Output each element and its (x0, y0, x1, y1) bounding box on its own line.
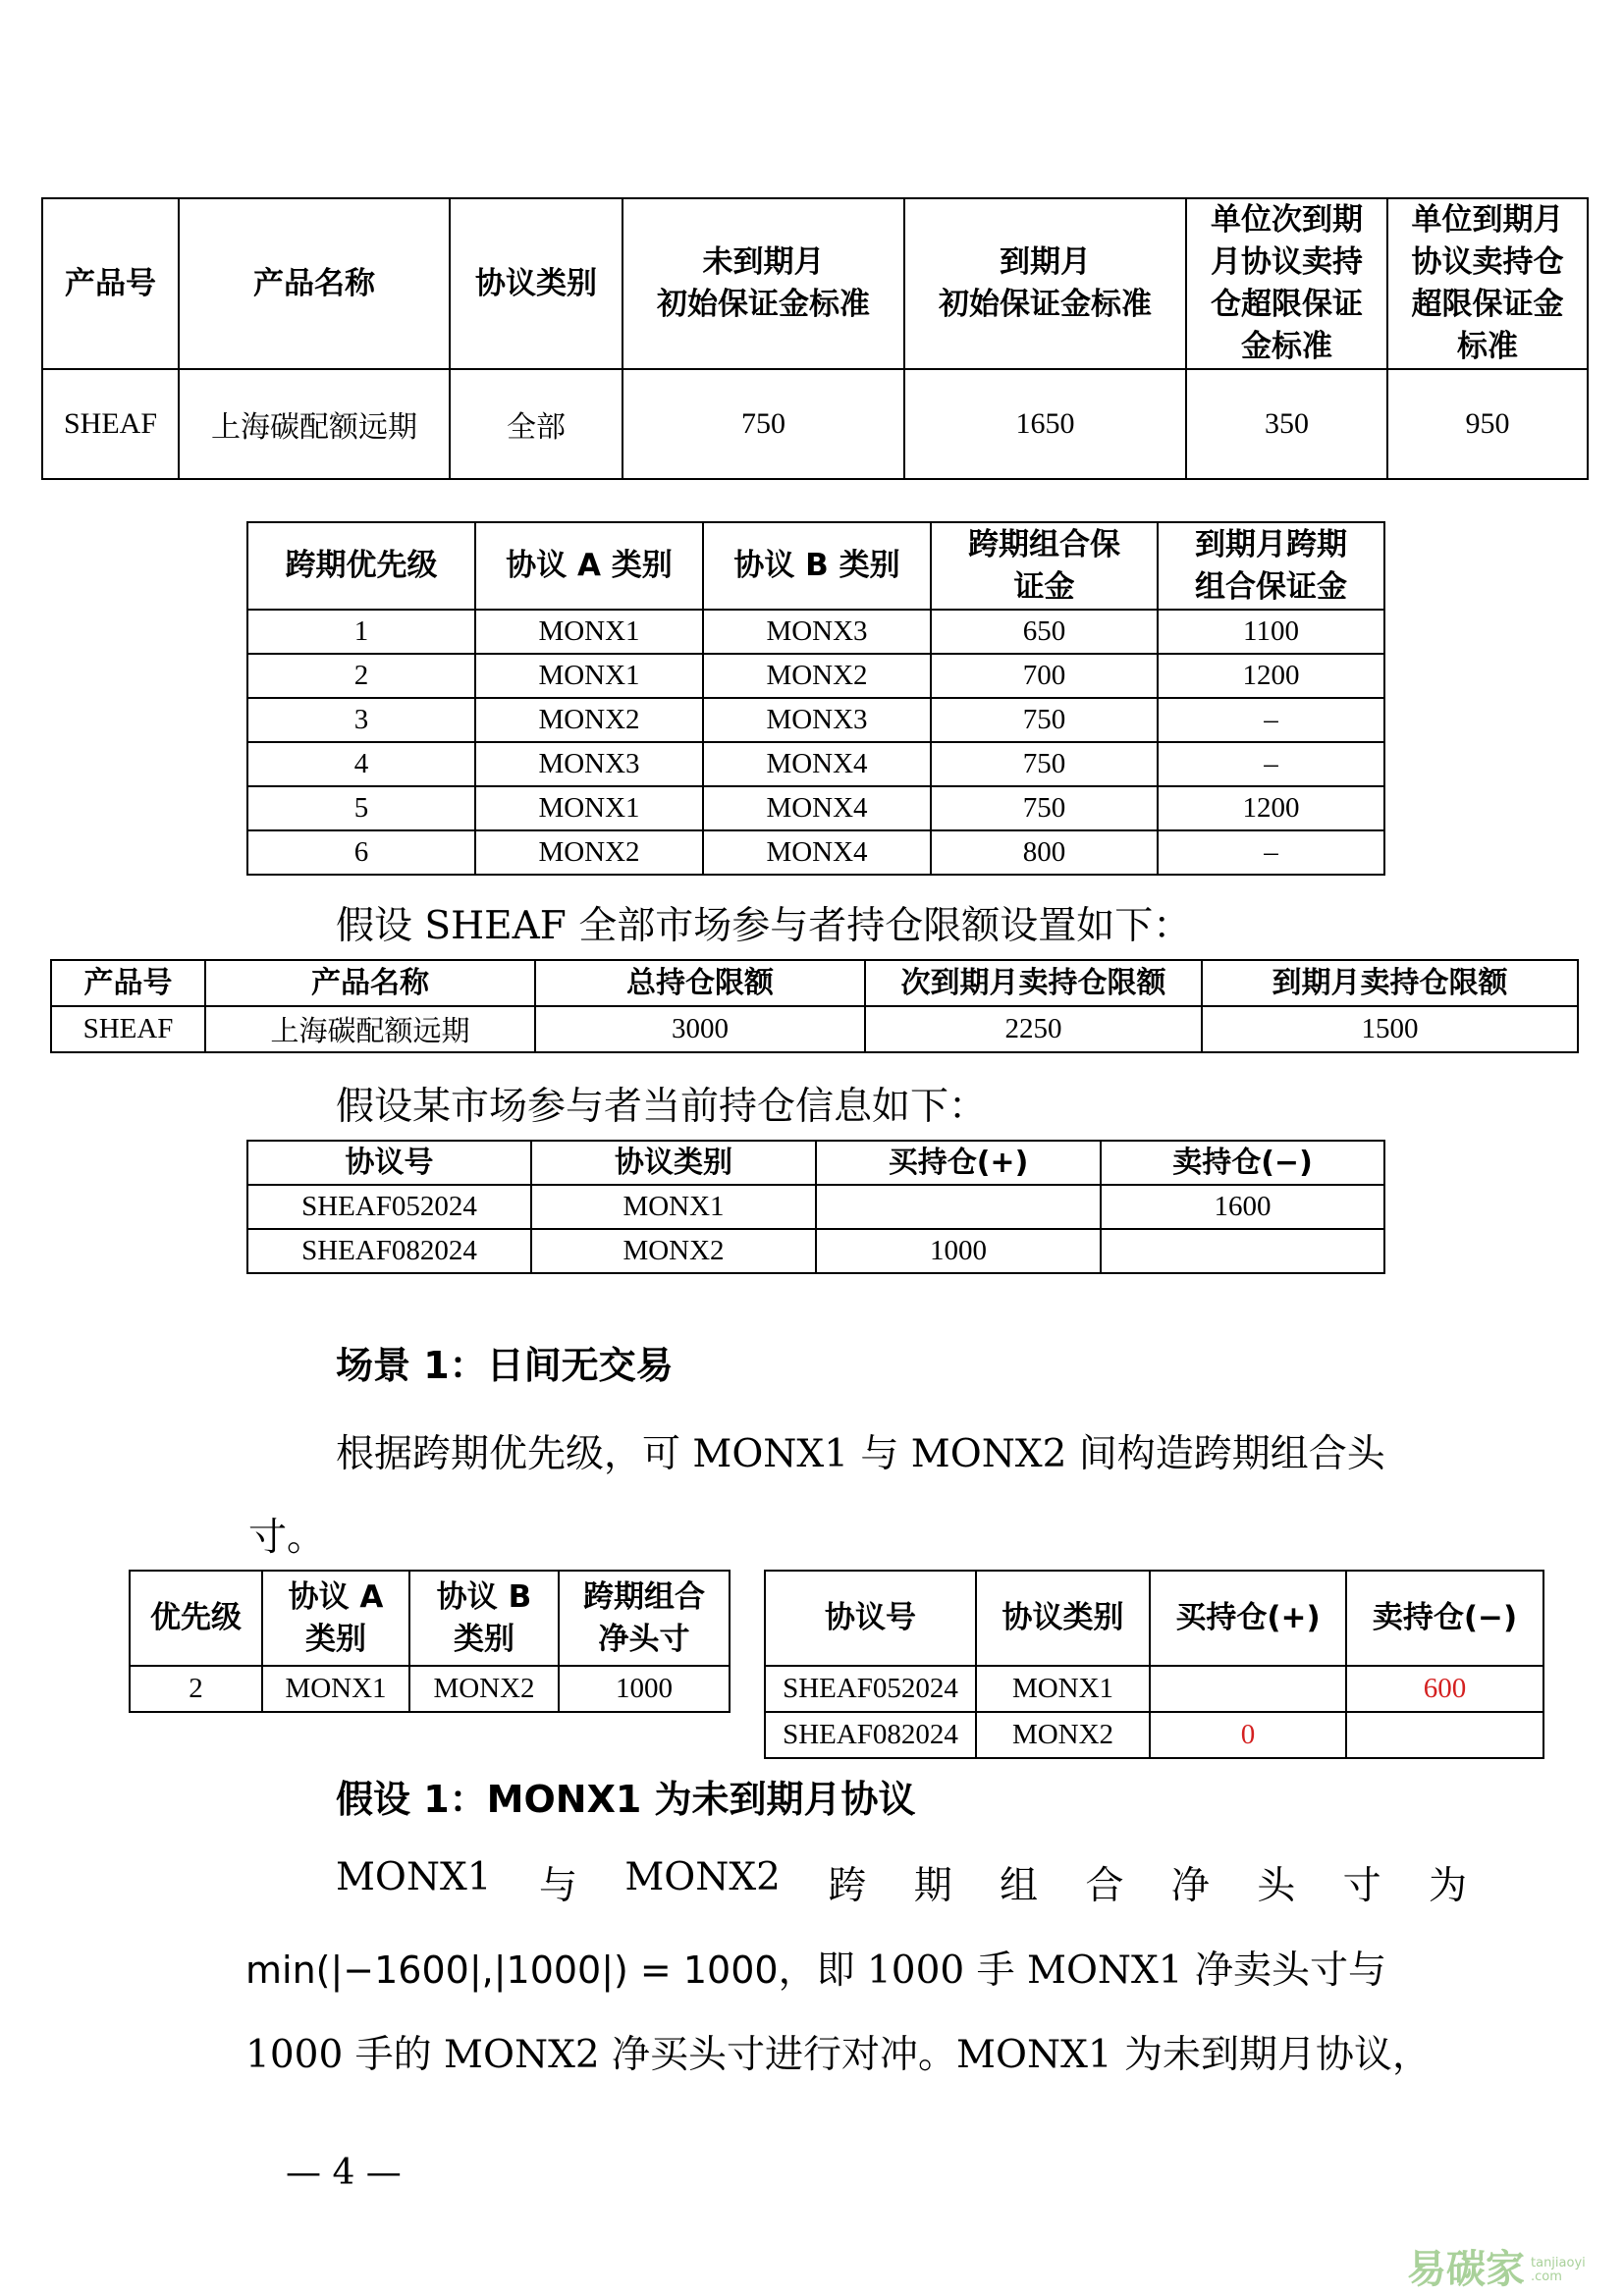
table-cell: – (1158, 742, 1384, 786)
table-row (130, 1666, 730, 1712)
header-cell: 协议 A 类别 (262, 1571, 409, 1666)
table-cell: MONX2 (531, 1229, 816, 1273)
highlighted-cell: 600 (1346, 1666, 1543, 1712)
header-cell: 单位次到期 月协议卖持 仓超限保证 金标准 (1186, 198, 1387, 369)
table-cell: – (1158, 698, 1384, 742)
table-cell: 350 (1186, 369, 1387, 479)
assumption-line (336, 1855, 1467, 1910)
table-cell: 1650 (904, 369, 1186, 479)
margin-standards-table (41, 197, 1589, 480)
formula-followup: ，即 1000 手 MONX1 净卖头寸与 (778, 1949, 1387, 1993)
table-cell: 950 (1387, 369, 1588, 479)
scenario-paragraph-line: 根据跨期优先级，可 MONX1 与 MONX2 间构造跨期组合头 (336, 1432, 1385, 1476)
table-cell: 1200 (1158, 654, 1384, 698)
position-limits-table (50, 959, 1579, 1053)
header-cell: 总持仓限额 (535, 960, 865, 1006)
word: MONX2 (624, 1855, 781, 1899)
table-cell: MONX1 (262, 1666, 409, 1712)
word: 寸 (1342, 1864, 1381, 1908)
header-cell: 买持仓(+) (1150, 1571, 1346, 1666)
watermark-logo (1407, 2238, 1586, 2294)
table-cell (1101, 1229, 1384, 1273)
table-header-row (765, 1571, 1543, 1666)
table-cell: 1000 (816, 1229, 1101, 1273)
word: 为 (1428, 1864, 1467, 1908)
table-row (51, 1006, 1578, 1052)
header-cell: 跨期组合保 证金 (931, 522, 1158, 610)
table-cell: MONX4 (703, 786, 931, 830)
limits-intro-text: 假设 SHEAF 全部市场参与者持仓限额设置如下： (336, 904, 1192, 948)
table-cell: 3000 (535, 1006, 865, 1052)
header-cell: 到期月跨期 组合保证金 (1158, 522, 1384, 610)
table-cell: MONX3 (475, 742, 703, 786)
table-cell: MONX3 (703, 698, 931, 742)
header-cell: 卖持仓(−) (1101, 1141, 1384, 1185)
table-cell: MONX2 (976, 1712, 1150, 1758)
table-cell: 750 (931, 786, 1158, 830)
word: 头 (1257, 1864, 1296, 1908)
table-cell: 3 (247, 698, 475, 742)
header-cell: 优先级 (130, 1571, 262, 1666)
table-row (247, 742, 1384, 786)
table-cell: 1500 (1202, 1006, 1578, 1052)
header-cell: 买持仓(+) (816, 1141, 1101, 1185)
table-row (765, 1712, 1543, 1758)
scenario-heading: 场景 1：日间无交易 (336, 1344, 674, 1387)
header-cell: 单位到期月 协议卖持仓 超限保证金 标准 (1387, 198, 1588, 369)
table-cell: SHEAF052024 (247, 1185, 531, 1229)
scenario-paragraph-line: 寸。 (248, 1516, 326, 1560)
table-header-row (42, 198, 1588, 369)
header-cell: 协议类别 (450, 198, 623, 369)
net-positions-table (764, 1570, 1544, 1759)
word: 组 (1000, 1864, 1039, 1908)
table-cell: MONX2 (475, 830, 703, 875)
table-cell: – (1158, 830, 1384, 875)
assumption-line (245, 1940, 1386, 1995)
word: 期 (913, 1864, 952, 1908)
positions-intro-text: 假设某市场参与者当前持仓信息如下： (336, 1085, 988, 1129)
table-cell: 2250 (865, 1006, 1202, 1052)
header-cell: 协议 A 类别 (475, 522, 703, 610)
table-cell (1346, 1712, 1543, 1758)
header-cell: 协议 B 类别 (409, 1571, 559, 1666)
header-cell: 到期月卖持仓限额 (1202, 960, 1578, 1006)
assumption-heading: 假设 1：MONX1 为未到期月协议 (336, 1778, 916, 1821)
header-cell: 跨期组合 净头寸 (559, 1571, 730, 1666)
header-cell: 产品号 (51, 960, 205, 1006)
header-cell: 跨期优先级 (247, 522, 475, 610)
table-cell: 750 (623, 369, 904, 479)
table-cell: 1200 (1158, 786, 1384, 830)
table-cell: 750 (931, 742, 1158, 786)
table-cell (816, 1185, 1101, 1229)
table-row (247, 698, 1384, 742)
table-row (247, 830, 1384, 875)
table-cell: 5 (247, 786, 475, 830)
table-row (247, 654, 1384, 698)
table-cell: SHEAF (51, 1006, 205, 1052)
header-cell: 协议类别 (531, 1141, 816, 1185)
watermark-domain: tanjiaoyi .com (1531, 2256, 1586, 2284)
current-positions-table (246, 1140, 1385, 1274)
table-cell: MONX2 (409, 1666, 559, 1712)
spread-combo-table (129, 1570, 731, 1713)
word: 合 (1085, 1864, 1124, 1908)
header-cell: 协议类别 (976, 1571, 1150, 1666)
assumption-line: 1000 手的 MONX2 净买头寸进行对冲。MONX1 为未到期月协议， (245, 2033, 1432, 2077)
table-row (247, 610, 1384, 654)
header-cell: 卖持仓(−) (1346, 1571, 1543, 1666)
formula: min(|−1600|,|1000|) = 1000 (245, 1949, 779, 1992)
table-cell: 650 (931, 610, 1158, 654)
table-row (765, 1666, 1543, 1712)
header-cell: 产品名称 (179, 198, 450, 369)
table-cell: MONX1 (475, 786, 703, 830)
table-header-row (51, 960, 1578, 1006)
table-row (247, 1229, 1384, 1273)
table-cell: 700 (931, 654, 1158, 698)
table-row (42, 369, 1588, 479)
highlighted-cell: 0 (1150, 1712, 1346, 1758)
table-cell: 1 (247, 610, 475, 654)
table-cell: MONX1 (976, 1666, 1150, 1712)
table-cell: SHEAF (42, 369, 179, 479)
header-cell: 到期月 初始保证金标准 (904, 198, 1186, 369)
table-cell: SHEAF052024 (765, 1666, 976, 1712)
page-number: — 4 — (286, 2153, 402, 2193)
word: 跨 (828, 1864, 867, 1908)
table-cell: MONX1 (475, 654, 703, 698)
header-cell: 次到期月卖持仓限额 (865, 960, 1202, 1006)
header-cell: 未到期月 初始保证金标准 (623, 198, 904, 369)
table-cell: 1000 (559, 1666, 730, 1712)
table-header-row (130, 1571, 730, 1666)
word: 与 (538, 1864, 577, 1908)
table-cell: MONX4 (703, 830, 931, 875)
table-cell: 6 (247, 830, 475, 875)
table-header-row (247, 1141, 1384, 1185)
header-cell: 产品号 (42, 198, 179, 369)
header-cell: 协议号 (765, 1571, 976, 1666)
table-cell: MONX1 (475, 610, 703, 654)
table-cell: 1600 (1101, 1185, 1384, 1229)
word: 净 (1170, 1864, 1210, 1908)
header-cell: 协议号 (247, 1141, 531, 1185)
spread-priority-table (246, 521, 1385, 876)
header-cell: 协议 B 类别 (703, 522, 931, 610)
table-cell: 800 (931, 830, 1158, 875)
table-cell: 1100 (1158, 610, 1384, 654)
table-cell: 4 (247, 742, 475, 786)
table-cell: MONX2 (475, 698, 703, 742)
table-header-row (247, 522, 1384, 610)
table-cell: 上海碳配额远期 (205, 1006, 535, 1052)
table-cell: MONX2 (703, 654, 931, 698)
table-cell (1150, 1666, 1346, 1712)
header-cell: 产品名称 (205, 960, 535, 1006)
table-cell: SHEAF082024 (765, 1712, 976, 1758)
table-cell: SHEAF082024 (247, 1229, 531, 1273)
table-cell: MONX1 (531, 1185, 816, 1229)
table-row (247, 786, 1384, 830)
table-cell: 750 (931, 698, 1158, 742)
table-cell: 上海碳配额远期 (179, 369, 450, 479)
table-cell: 2 (130, 1666, 262, 1712)
table-row (247, 1185, 1384, 1229)
watermark-text: 易碳家 (1407, 2247, 1525, 2292)
table-cell: MONX3 (703, 610, 931, 654)
table-cell: 全部 (450, 369, 623, 479)
table-cell: MONX4 (703, 742, 931, 786)
table-cell: 2 (247, 654, 475, 698)
word: MONX1 (336, 1855, 492, 1899)
